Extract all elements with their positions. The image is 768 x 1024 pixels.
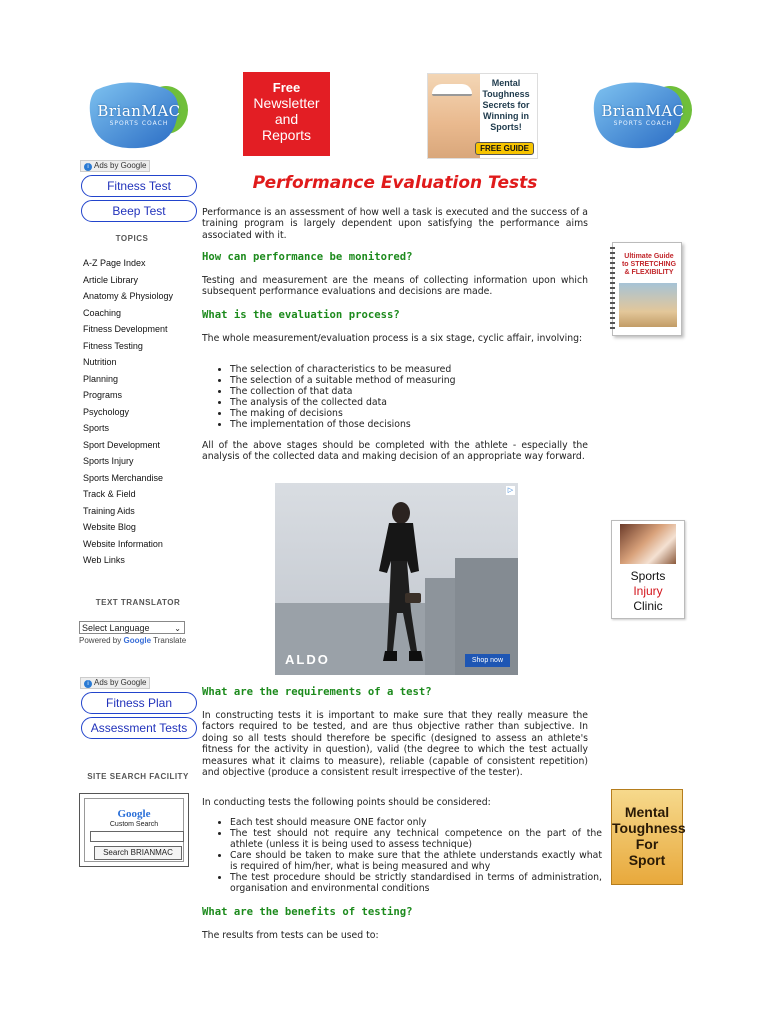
stages-paragraph: All of the above stages should be completed with the athlete - especially the analysis of the collected data and making decision of an appropriate way forward. — [202, 440, 588, 463]
ads-by-google-text: Ads by Google — [94, 678, 147, 687]
page-title: Performance Evaluation Tests — [252, 173, 538, 193]
brianmac-logo-right[interactable] — [590, 80, 696, 152]
heading-process: What is the evaluation process? — [202, 309, 400, 321]
site-search-heading: SITE SEARCH FACILITY — [87, 772, 189, 781]
newsletter-line3: Reports — [261, 127, 312, 143]
google-logo-text: Google — [117, 808, 151, 820]
language-select-value: Select Language — [82, 623, 150, 633]
topic-link[interactable]: Website Information — [83, 538, 163, 549]
topic-link[interactable]: Sports Merchandise — [83, 472, 164, 483]
logo-text: BrianMAC — [601, 102, 685, 120]
topic-link[interactable]: Nutrition — [83, 357, 117, 367]
model-figure — [367, 501, 429, 666]
google-wordmark: Google — [123, 636, 152, 645]
info-icon: i — [84, 163, 92, 171]
list-item: • The making of decisions — [230, 408, 602, 419]
conducting-paragraph: In conducting tests the following points should be considered: — [202, 797, 491, 808]
ads-by-google-text: Ads by Google — [94, 161, 147, 170]
stretching-book-ad[interactable] — [612, 242, 682, 336]
mental-toughness-ad[interactable] — [427, 73, 538, 159]
book-spiral — [610, 247, 615, 331]
mt-ad-text: Mental Toughness Secrets for Winning in Sports! — [482, 78, 530, 132]
list-item: • The selection of a suitable method of measuring — [230, 375, 602, 386]
topic-link[interactable]: A-Z Page Index — [83, 258, 146, 268]
mental-text-block — [612, 790, 686, 868]
free-guide-badge: FREE GUIDE — [475, 142, 534, 155]
topic-link[interactable]: Training Aids — [83, 505, 135, 516]
topic-link[interactable]: Psychology — [83, 406, 130, 417]
injury-photo — [620, 524, 676, 564]
topic-link[interactable]: Sport Development — [83, 439, 161, 450]
injury-line-3: Clinic — [633, 599, 663, 613]
logo-subtitle: SPORTS COACH — [613, 120, 673, 127]
heading-benefits: What are the benefits of testing? — [202, 906, 413, 918]
intro-paragraph: Performance is an assessment of how well a task is executed and the success of a training program is largely dependent upon satisfying the performance aims associated with it. — [202, 207, 588, 241]
search-input[interactable] — [90, 831, 184, 842]
book-cover-image — [619, 283, 677, 327]
mental-line-1: Mental — [624, 804, 670, 820]
list-item: • The implementation of those decisions — [230, 419, 602, 430]
mental-line-4: Sport — [628, 852, 666, 868]
topic-link[interactable]: Programs — [83, 390, 123, 400]
topics-list — [83, 255, 173, 569]
custom-search-label: Custom Search — [109, 821, 159, 828]
topics-heading: TOPICS — [115, 234, 149, 243]
injury-line-1: Sports — [630, 569, 666, 583]
topic-link[interactable]: Web Links — [83, 555, 125, 565]
heading-requirements: What are the requirements of a test? — [202, 686, 432, 698]
benefits-paragraph: The results from tests can be used to: — [202, 930, 379, 941]
info-icon: i — [84, 680, 92, 688]
search-button[interactable]: Search BRIANMAC — [94, 846, 182, 860]
list-item: • The collection of that data — [230, 386, 602, 397]
shop-now-button[interactable]: Shop now — [465, 654, 510, 667]
assessment-tests-link[interactable]: Assessment Tests — [81, 717, 197, 739]
topic-link[interactable]: Website Blog — [83, 522, 136, 532]
injury-line-2: Injury — [633, 584, 663, 598]
newsletter-line2: and — [274, 111, 299, 127]
chevron-down-icon: ⌄ — [174, 624, 181, 633]
logo-text: BrianMAC — [97, 102, 181, 120]
logo-subtitle: SPORTS COACH — [109, 120, 169, 127]
list-item: • The test procedure should be strictly standardised in terms of administration, organisation and environmental conditions — [230, 872, 602, 894]
language-select[interactable] — [79, 621, 185, 634]
newsletter-banner[interactable] — [243, 72, 330, 156]
mental-line-3: For — [635, 836, 659, 852]
fitness-plan-link[interactable]: Fitness Plan — [81, 692, 197, 714]
aldo-advert[interactable] — [275, 483, 518, 675]
topic-link[interactable]: Article Library — [83, 274, 139, 285]
monitor-paragraph: Testing and measurement are the means of collecting information upon which subsequent performance evaluations and decisions are made. — [202, 275, 588, 298]
translator-heading: TEXT TRANSLATOR — [95, 598, 181, 607]
topic-link[interactable]: Sports Injury — [83, 456, 134, 466]
mental-toughness-sport-ad[interactable] — [611, 789, 686, 885]
translate-text: Translate — [153, 636, 187, 645]
sports-injury-clinic-ad[interactable] — [611, 520, 685, 619]
fitness-test-link[interactable]: Fitness Test — [81, 175, 197, 197]
topic-link[interactable]: Track & Field — [83, 489, 136, 499]
book-title: Ultimate Guide to STRETCHING & FLEXIBILITY — [621, 253, 677, 276]
process-paragraph: The whole measurement/evaluation process is a six stage, cyclic affair, involving: — [202, 333, 583, 344]
heading-monitor: How can performance be monitored? — [202, 251, 413, 263]
ads-by-google-label[interactable] — [80, 160, 150, 172]
list-item: • The selection of characteristics to be measured — [230, 364, 602, 375]
powered-by-google-translate[interactable] — [79, 636, 186, 645]
requirements-paragraph: In constructing tests it is important to make sure that they really measure the factors required to be tested, and are thus objective rather than subjective. In doing so all tests should therefore be specific (designed to assess an athlete's fitness for the activity in question), valid (the degree to which the test actually measures what it claims to measure), reliable (capable of consistent repetition) and objective (produce a consistent result irrespective of the tester). — [202, 710, 588, 779]
topic-link[interactable]: Sports — [83, 423, 110, 433]
conducting-list — [216, 817, 602, 894]
list-item: • Each test should measure ONE factor only — [230, 817, 602, 828]
adchoices-icon[interactable]: ▷ — [507, 486, 514, 494]
topic-link[interactable]: Fitness Testing — [83, 340, 143, 351]
brianmac-logo-left[interactable] — [86, 80, 192, 152]
topic-link[interactable]: Anatomy & Physiology — [83, 291, 174, 301]
site-search-box — [79, 793, 189, 867]
process-list — [216, 364, 602, 430]
mental-line-2: Toughness — [612, 820, 686, 836]
beep-test-link[interactable]: Beep Test — [81, 200, 197, 222]
topic-link[interactable]: Fitness Development — [83, 324, 168, 334]
google-logo — [85, 808, 183, 820]
aldo-logo: ALDO — [285, 652, 330, 667]
athlete-image — [428, 74, 480, 158]
list-item: • The test should not require any technical competence on the part of the athlete (unless it is being used to assess technique) — [230, 828, 602, 850]
powered-by-text: Powered by — [79, 636, 122, 645]
search-box-inner — [84, 798, 184, 862]
ads-by-google-label[interactable] — [80, 677, 150, 689]
list-item: • Care should be taken to make sure that the athlete understands exactly what is required of him/her, what is being measured and why — [230, 850, 602, 872]
topic-link[interactable]: Coaching — [83, 307, 122, 318]
list-item: • The analysis of the collected data — [230, 397, 602, 408]
visor-shape — [432, 84, 472, 96]
newsletter-free: Free — [272, 80, 301, 95]
newsletter-line1: Newsletter — [253, 95, 320, 111]
topic-link[interactable]: Planning — [83, 373, 119, 384]
